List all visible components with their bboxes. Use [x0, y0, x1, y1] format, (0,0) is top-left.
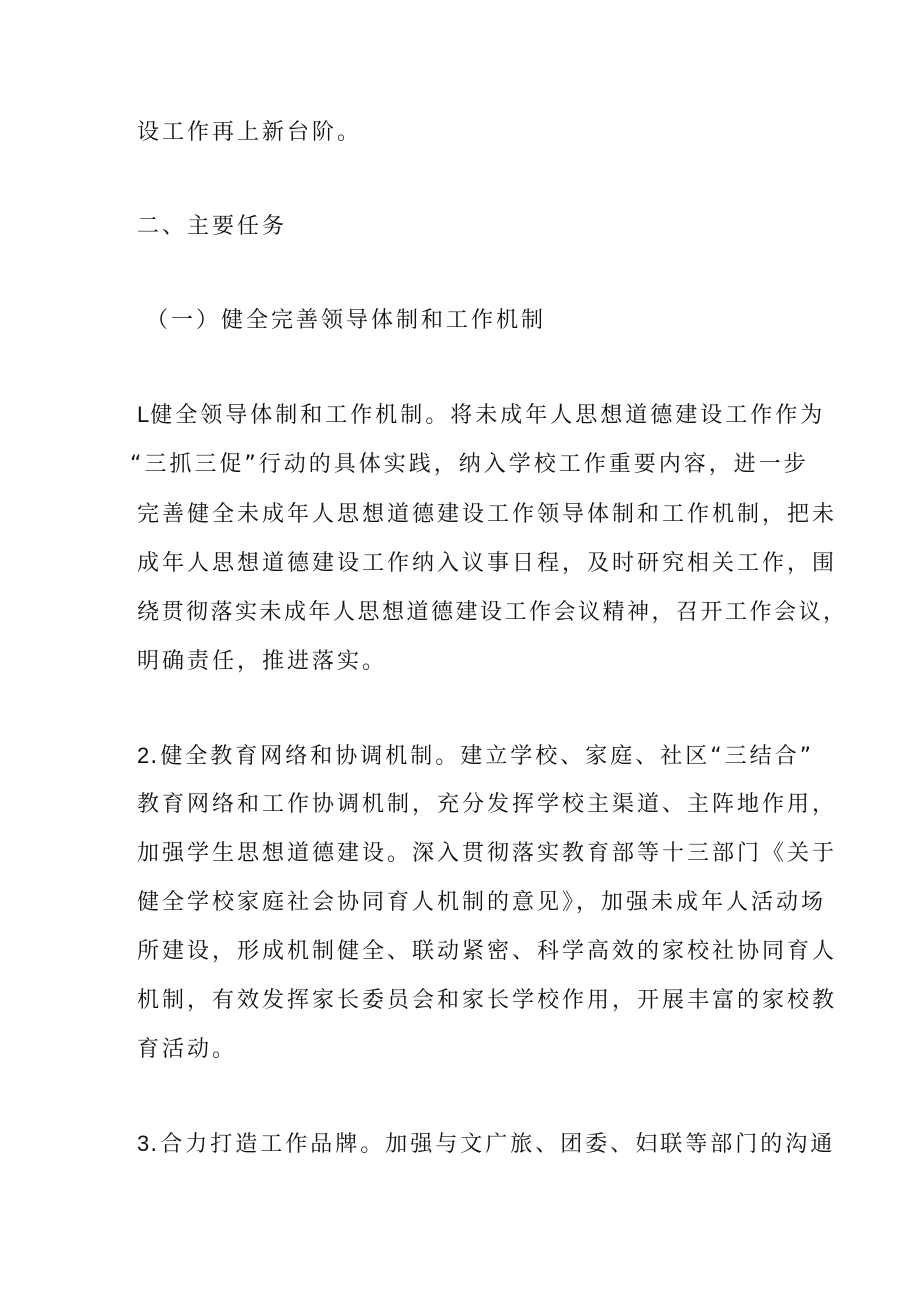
- paragraph-2-line-1: [137, 741, 814, 772]
- paragraph-1-line-4: 成年人思想道德建设工作纳入议事日程，及时研究相关工作，围: [137, 551, 838, 576]
- paragraph-2-line-4: 健全学校家庭社会协同育人机制的意见》，加强未成年人活动场: [137, 890, 827, 915]
- paragraph-3-text: .合力打造工作品牌。加强与文广旅、团委、妇联等部门的沟通: [150, 1132, 836, 1157]
- paragraph-2-line-6: 机制，有效发挥家长委员会和家长学校作用，开展丰富的家校教: [137, 988, 838, 1013]
- paragraph-2-line-2: 教育网络和工作协调机制，充分发挥学校主渠道、主阵地作用，: [137, 792, 838, 817]
- paragraph-continuation-line: 设工作再上新台阶。: [137, 120, 363, 145]
- paragraph-1-line-1: [137, 400, 825, 431]
- paragraph-1-line-6: 明确责任，推进落实。: [137, 649, 388, 674]
- paragraph-1-line-2: “三抓三促”行动的具体实践，纳入学校工作重要内容，进一步: [130, 452, 809, 477]
- paragraph-2-line-7: 育活动。: [137, 1037, 238, 1062]
- paragraph-2-line-5: 所建设，形成机制健全、联动紧密、科学高效的家校社协同育人: [137, 939, 838, 964]
- paragraph-1-line-5: 绕贯彻落实未成年人思想道德建设工作会议精神，召开工作会议，: [137, 600, 848, 625]
- subsection-heading: （一）健全完善领导体制和工作机制: [146, 308, 547, 333]
- paragraph-3-line-1: [137, 1129, 835, 1160]
- paragraph-3-marker: 3: [137, 1131, 151, 1156]
- paragraph-2-marker: 2: [137, 743, 151, 768]
- paragraph-1-marker: L: [137, 402, 151, 427]
- paragraph-2-text: .健全教育网络和协调机制。建立学校、家庭、社区“三结合”: [150, 744, 815, 769]
- paragraph-2-line-3: 加强学生思想道德建设。深入贯彻落实教育部等十三部门《关于: [137, 841, 838, 866]
- paragraph-1-text: 健全领导体制和工作机制。将未成年人思想道德建设工作作为: [150, 403, 826, 428]
- paragraph-1-line-3: 完善健全未成年人思想道德建设工作领导体制和工作机制，把未: [137, 502, 838, 527]
- section-heading: 二、主要任务: [137, 214, 288, 239]
